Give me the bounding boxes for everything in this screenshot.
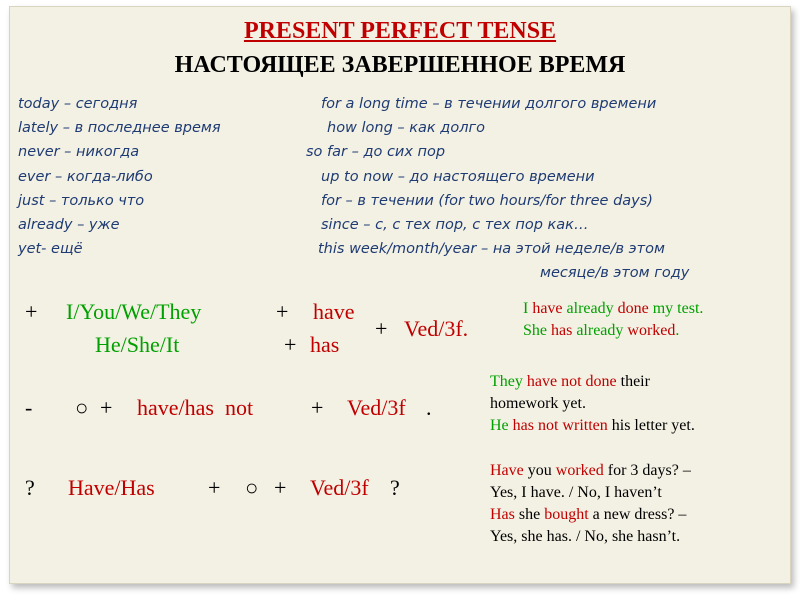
marker-left: already – уже (18, 217, 120, 233)
negative-dot: . (426, 395, 432, 420)
example-segment: worked (555, 462, 604, 479)
marker-right: up to now – до настоящего времени (321, 169, 595, 185)
subtitle: НАСТОЯЩЕЕ ЗАВЕРШЕННОЕ ВРЕМЯ (174, 52, 626, 78)
affirmative-plus: + (276, 299, 289, 324)
example-segment: you (523, 462, 556, 479)
example-segment: their (616, 373, 650, 390)
example-segment: Have (490, 462, 524, 479)
example-segment: They (490, 373, 527, 390)
example-segment: a new dress? – (588, 506, 687, 523)
question-plus: + (208, 475, 221, 500)
example-line (490, 482, 691, 504)
example-segment: already (562, 300, 618, 317)
marker-right: for a long time – в течении долгого времени (321, 96, 657, 112)
example-line (523, 298, 703, 320)
examples-negative (490, 371, 695, 437)
example-segment: done (617, 300, 649, 317)
example-segment: worked (627, 322, 676, 339)
example-line (523, 320, 703, 342)
marker-right: for – в течении (for two hours/for three days) (321, 193, 653, 209)
affirmative-plus: + (284, 332, 297, 357)
example-segment: has not written (512, 417, 608, 434)
marker-right: how long – как долго (327, 120, 485, 136)
example-segment: have not done (526, 373, 617, 390)
negative-sign: - (25, 395, 33, 420)
example-segment: has (551, 322, 573, 339)
example-segment: my test. (648, 300, 704, 317)
question-mark: ? (390, 475, 400, 500)
example-segment: I (523, 300, 533, 317)
marker-left: ever – когда-либо (18, 169, 153, 185)
subject-circle-icon: ○ (75, 395, 89, 420)
example-line (490, 526, 691, 548)
affirmative-aux-have: have (313, 299, 355, 324)
example-segment: Yes, she has. / No, she hasn’t. (490, 528, 681, 545)
example-segment: homework yet. (490, 395, 586, 412)
negative-plus: + (100, 395, 113, 420)
marker-left: today – сегодня (18, 96, 138, 112)
example-segment: He (490, 417, 513, 434)
example-segment: bought (544, 506, 589, 523)
marker-right: this week/month/year – на этой неделе/в этом (318, 241, 665, 257)
marker-left: lately – в последнее время (18, 120, 221, 136)
marker-right: месяце/в этом году (540, 265, 690, 281)
affirmative-subject-singular: He/She/It (95, 332, 180, 357)
question-aux: Have/Has (68, 475, 155, 500)
example-line (490, 460, 691, 482)
example-segment: She (523, 322, 551, 339)
example-line (490, 371, 695, 393)
example-line (490, 393, 695, 415)
negative-plus: + (311, 395, 324, 420)
example-segment: Yes, I have. / No, I haven’t (490, 484, 662, 501)
examples-affirmative (523, 298, 703, 342)
example-segment: his letter yet. (607, 417, 695, 434)
example-line (490, 415, 695, 437)
example-segment: she (514, 506, 545, 523)
example-line (490, 504, 691, 526)
affirmative-aux-has: has (310, 332, 340, 357)
example-segment: have (532, 300, 563, 317)
example-segment: . (675, 322, 680, 339)
subject-circle-icon: ○ (245, 475, 259, 500)
marker-right: so far – до сих пор (306, 144, 446, 160)
marker-left: yet- ещё (18, 241, 83, 257)
marker-right: since – с, с тех пор, с тех пор как… (321, 217, 589, 233)
affirmative-sign: + (25, 299, 38, 324)
affirmative-verb: Ved/3f. (404, 316, 469, 341)
question-verb: Ved/3f (310, 475, 369, 500)
affirmative-plus: + (375, 316, 388, 341)
question-plus: + (274, 475, 287, 500)
marker-left: never – никогда (18, 144, 140, 160)
negative-verb: Ved/3f (347, 395, 406, 420)
marker-left: just – только что (18, 193, 145, 209)
example-segment: already (572, 322, 628, 339)
example-segment: for 3 days? – (603, 462, 691, 479)
affirmative-subject-plural: I/You/We/They (66, 299, 202, 324)
title: PRESENT PERFECT TENSE (243, 18, 557, 44)
negative-aux: have/has not (137, 395, 254, 420)
question-sign: ? (25, 475, 35, 500)
example-segment: Has (490, 506, 515, 523)
examples-question (490, 460, 691, 548)
